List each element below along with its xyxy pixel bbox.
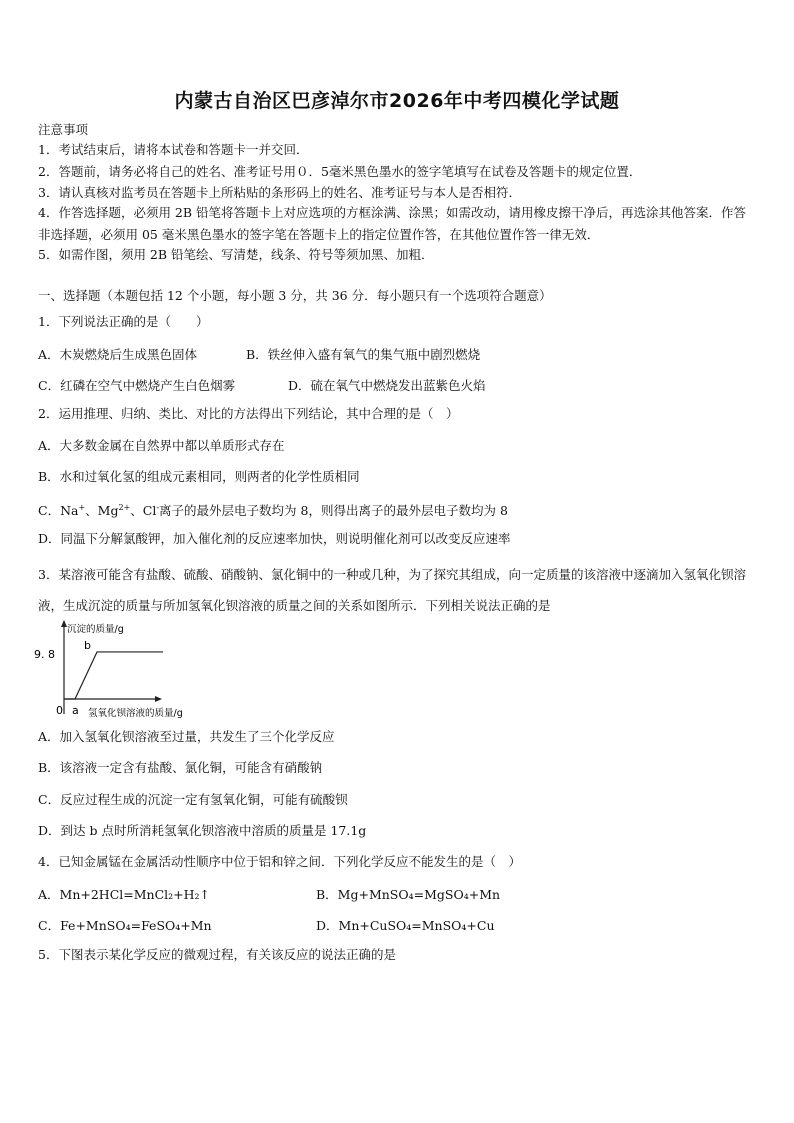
q3-option-c: C．反应过程生成的沉淀一定有氢氧化铜，可能有硫酸钡: [38, 792, 348, 807]
notice-3: 3．请认真核对监考员在答题卡上所粘贴的条形码上的姓名、准考证号与本人是否相符．: [38, 185, 521, 200]
notice-5: 5．如需作图，须用 2B 铅笔绘、写清楚，线条、符号等须加黑、加粗．: [38, 247, 434, 262]
q1-option-a: A．木炭燃烧后生成黑色固体: [38, 347, 198, 362]
q2-option-b: B．水和过氧化氢的组成元素相同，则两者的化学性质相同: [38, 469, 360, 484]
q4-option-c: C．Fe+MnSO₄=FeSO₄+Mn: [38, 918, 212, 933]
origin-label: 0: [56, 704, 63, 717]
q5-stem: 5．下图表示某化学反应的微观过程，有关该反应的说法正确的是: [38, 947, 396, 962]
q4-stem: 4．已知金属锰在金属活动性顺序中位于铝和锌之间．下列化学反应不能发生的是（ ）: [38, 854, 521, 869]
x-axis-label: 氢氧化钡溶液的质量/g: [88, 708, 183, 719]
page-title: 内蒙古自治区巴彦淖尔市2026年中考四模化学试题: [174, 90, 620, 112]
q1-option-c: C．红磷在空气中燃烧产生白色烟雾: [38, 378, 236, 393]
q1-stem: 1．下列说法正确的是（ ）: [38, 314, 209, 329]
q4-option-a: A．Mn+2HCl=MnCl₂+H₂↑: [38, 887, 211, 902]
q2-option-d: D．同温下分解氯酸钾，加入催化剂的反应速率加快，则说明催化剂可以改变反应速率: [38, 531, 511, 546]
point-a-label: a: [72, 704, 79, 717]
y-tick-label: 9. 8: [34, 648, 55, 661]
q2-stem: 2．运用推理、归纳、类比、对比的方法得出下列结论，其中合理的是（ ）: [38, 406, 459, 421]
precipitate-line: [64, 652, 163, 699]
y-axis-label: 沉淀的质量/g: [67, 624, 124, 635]
q3-option-a: A．加入氢氧化钡溶液至过量，共发生了三个化学反应: [38, 729, 335, 744]
q2-option-c: C．Na+、$Mg^{2+}$、Cl-离子的最外层电子数均为 8，则得出离子的最外层电子数均为 8: [38, 503, 508, 519]
section-heading: 一、选择题（本题包括 12 个小题，每小题 3 分，共 36 分．每小题只有一个选项符合题意）: [38, 288, 552, 303]
point-b-label: b: [84, 639, 91, 652]
notice-4: 4．作答选择题，必须用 2B 铅笔将答题卡上对应选项的方框涂满、涂黑；如需改动，请用橡皮擦干净后，再选涂其他答案．作答非选择题，必须用 05 毫米黑色墨水的签字笔在答题卡上的指定位置作答，在其他位置作答一律无效．: [38, 205, 747, 242]
q3-chart: [34, 618, 210, 722]
q4-option-b: B．Mg+MnSO₄=MgSO₄+Mn: [316, 887, 501, 902]
q1-option-d: D．硫在氧气中燃烧发出蓝紫色火焰: [288, 378, 486, 393]
q1-option-b: B．铁丝伸入盛有氧气的集气瓶中剧烈燃烧: [246, 347, 481, 362]
q3-option-b: B．该溶液一定含有盐酸、氯化铜，可能含有硝酸钠: [38, 760, 323, 775]
q3-option-d: D．到达 b 点时所消耗氢氧化钡溶液中溶质的质量是 17.1g: [38, 823, 367, 838]
notice-1: 1．考试结束后，请将本试卷和答题卡一并交回．: [38, 142, 309, 157]
notice-heading: 注意事项: [38, 122, 89, 137]
q3-stem: 3．某溶液可能含有盐酸、硫酸、硝酸钠、氯化铜中的一种或几种，为了探究其组成，向一定质量的该溶液中逐滴加入氢氧化钡溶液，生成沉淀的质量与所加氢氧化钡溶液的质量之间的关系如图所示．下列相关说法正确的是: [38, 567, 746, 613]
q4-option-d: D．Mn+CuSO₄=MnSO₄+Cu: [316, 918, 495, 933]
q2-option-a: A．大多数金属在自然界中都以单质形式存在: [38, 438, 285, 453]
x-axis-arrow: [155, 696, 162, 702]
notice-2: 2．答题前，请务必将自己的姓名、准考证号用０．5毫米黑色墨水的签字笔填写在试卷及答题卡的规定位置．: [38, 164, 642, 179]
